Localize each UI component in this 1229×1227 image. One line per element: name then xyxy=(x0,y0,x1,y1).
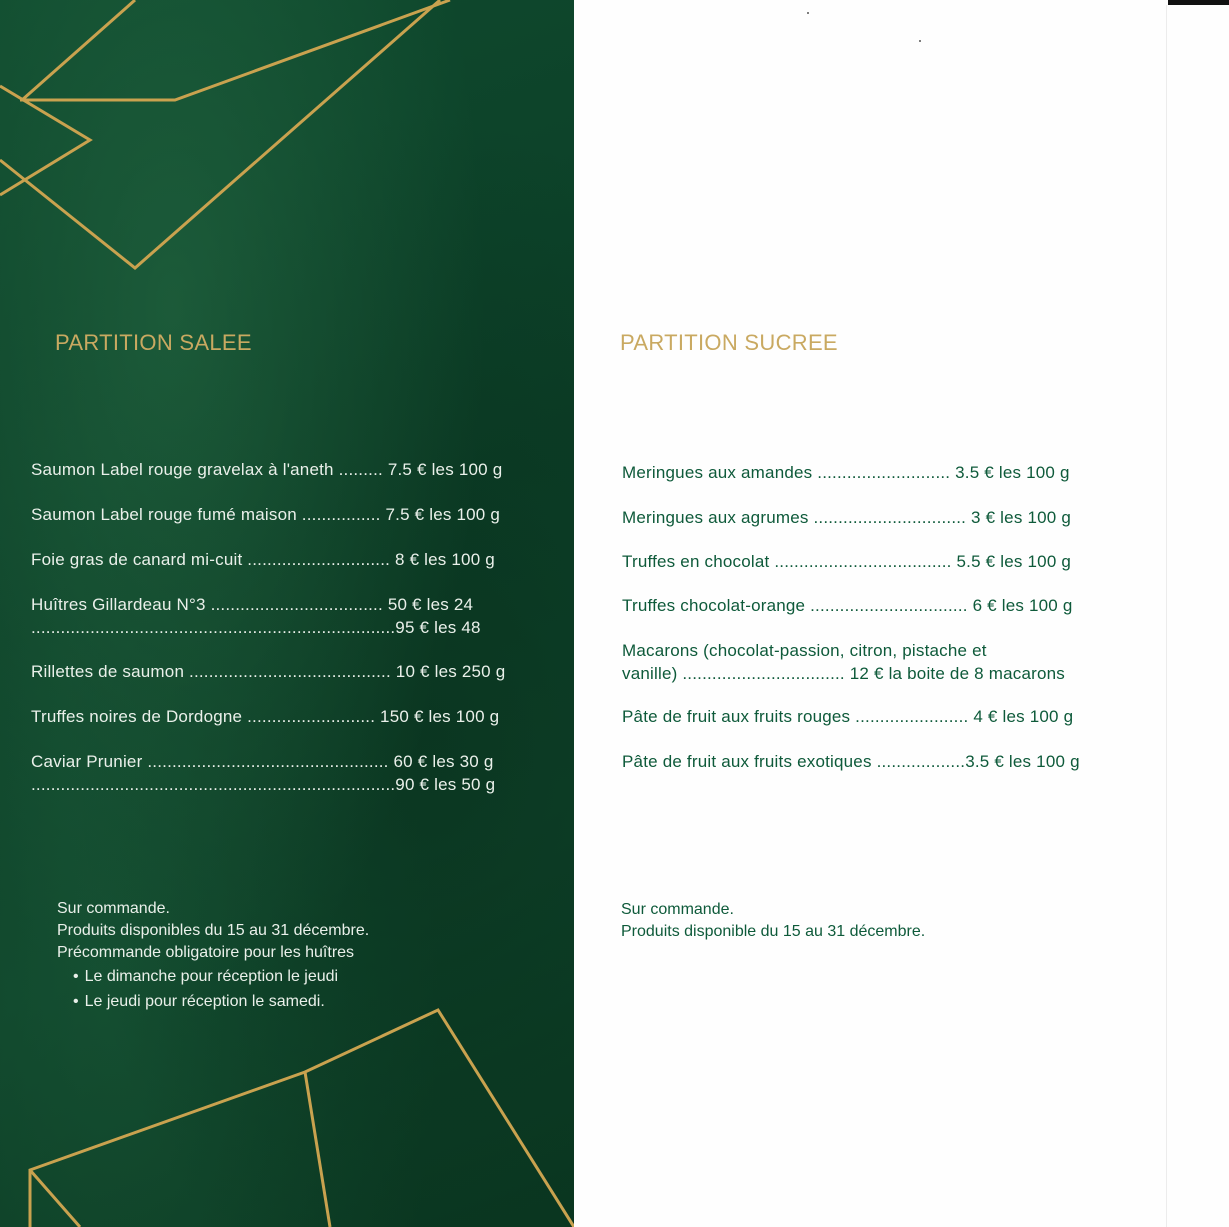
menu-item-line: Truffes chocolat-orange ................................ 6 € les 100 g xyxy=(622,596,1073,615)
menu-item-line: Foie gras de canard mi-cuit ............................. 8 € les 100 g xyxy=(31,550,495,569)
salee-menu-item xyxy=(31,458,502,481)
salee-menu-item xyxy=(31,750,495,796)
section-title-salee: PARTITION SALEE xyxy=(55,330,252,355)
note-line: Produits disponible du 15 au 31 décembre. xyxy=(621,923,926,940)
bullet-item: • Le jeudi pour réception le samedi. xyxy=(73,991,369,1013)
menu-item-line: ..........................................................................90 € les 50 g xyxy=(31,775,496,794)
note-line: Sur commande. xyxy=(621,901,734,918)
sucree-notes xyxy=(621,899,925,943)
sucree-menu-item xyxy=(622,506,1071,529)
salee-menu-item xyxy=(31,593,481,639)
note-line: Sur commande. xyxy=(57,900,170,917)
menu-item-line: Pâte de fruit aux fruits rouges ....................... 4 € les 100 g xyxy=(622,707,1074,726)
section-title-sucree: PARTITION SUCREE xyxy=(620,330,838,355)
bullet-item: • Le dimanche pour réception le jeudi xyxy=(73,966,369,988)
menu-item-line: Pâte de fruit aux fruits exotiques ..................3.5 € les 100 g xyxy=(622,752,1080,771)
paper-speck xyxy=(807,12,809,14)
menu-item-line: Truffes noires de Dordogne .......................... 150 € les 100 g xyxy=(31,707,500,726)
menu-item-line: Truffes en chocolat .................................... 5.5 € les 100 g xyxy=(622,552,1072,571)
sucree-menu-item xyxy=(622,705,1073,728)
salee-bullet-list xyxy=(57,966,369,1013)
menu-item-line: Caviar Prunier ................................................. 60 € les 30 g xyxy=(31,752,494,771)
menu-item-line: Macarons (chocolat-passion, citron, pistache et xyxy=(622,641,987,660)
scan-edge-bar xyxy=(1168,0,1229,5)
salee-menu-item xyxy=(31,705,499,728)
menu-item-line: Huîtres Gillardeau N°3 ................................... 50 € les 24 xyxy=(31,595,474,614)
menu-item-line: Meringues aux agrumes ............................... 3 € les 100 g xyxy=(622,508,1071,527)
menu-item-line: Rillettes de saumon ......................................... 10 € les 250 g xyxy=(31,662,506,681)
salee-menu-item xyxy=(31,548,495,571)
menu-item-line: ..........................................................................95 € les 48 xyxy=(31,618,481,637)
sucree-menu-item xyxy=(622,550,1071,573)
sucree-menu-item xyxy=(622,750,1080,773)
salee-notes xyxy=(57,898,369,1016)
note-line: Précommande obligatoire pour les huîtres xyxy=(57,944,355,961)
sucree-menu-item xyxy=(622,461,1070,484)
paper-speck xyxy=(919,40,921,42)
menu-item-line: Saumon Label rouge fumé maison ................ 7.5 € les 100 g xyxy=(31,505,501,524)
menu-item-line: vanille) ................................. 12 € la boite de 8 macarons xyxy=(622,664,1065,683)
menu-item-line: Saumon Label rouge gravelax à l'aneth ......... 7.5 € les 100 g xyxy=(31,460,503,479)
note-line: Produits disponibles du 15 au 31 décembre. xyxy=(57,922,370,939)
sucree-menu-item xyxy=(622,639,1065,685)
menu-item-line: Meringues aux amandes ........................... 3.5 € les 100 g xyxy=(622,463,1070,482)
salee-menu-item xyxy=(31,660,505,683)
salee-menu-item xyxy=(31,503,500,526)
white-panel xyxy=(574,0,1229,1227)
page-edge xyxy=(1166,5,1167,1227)
green-panel xyxy=(0,0,574,1227)
sucree-menu-item xyxy=(622,594,1073,617)
